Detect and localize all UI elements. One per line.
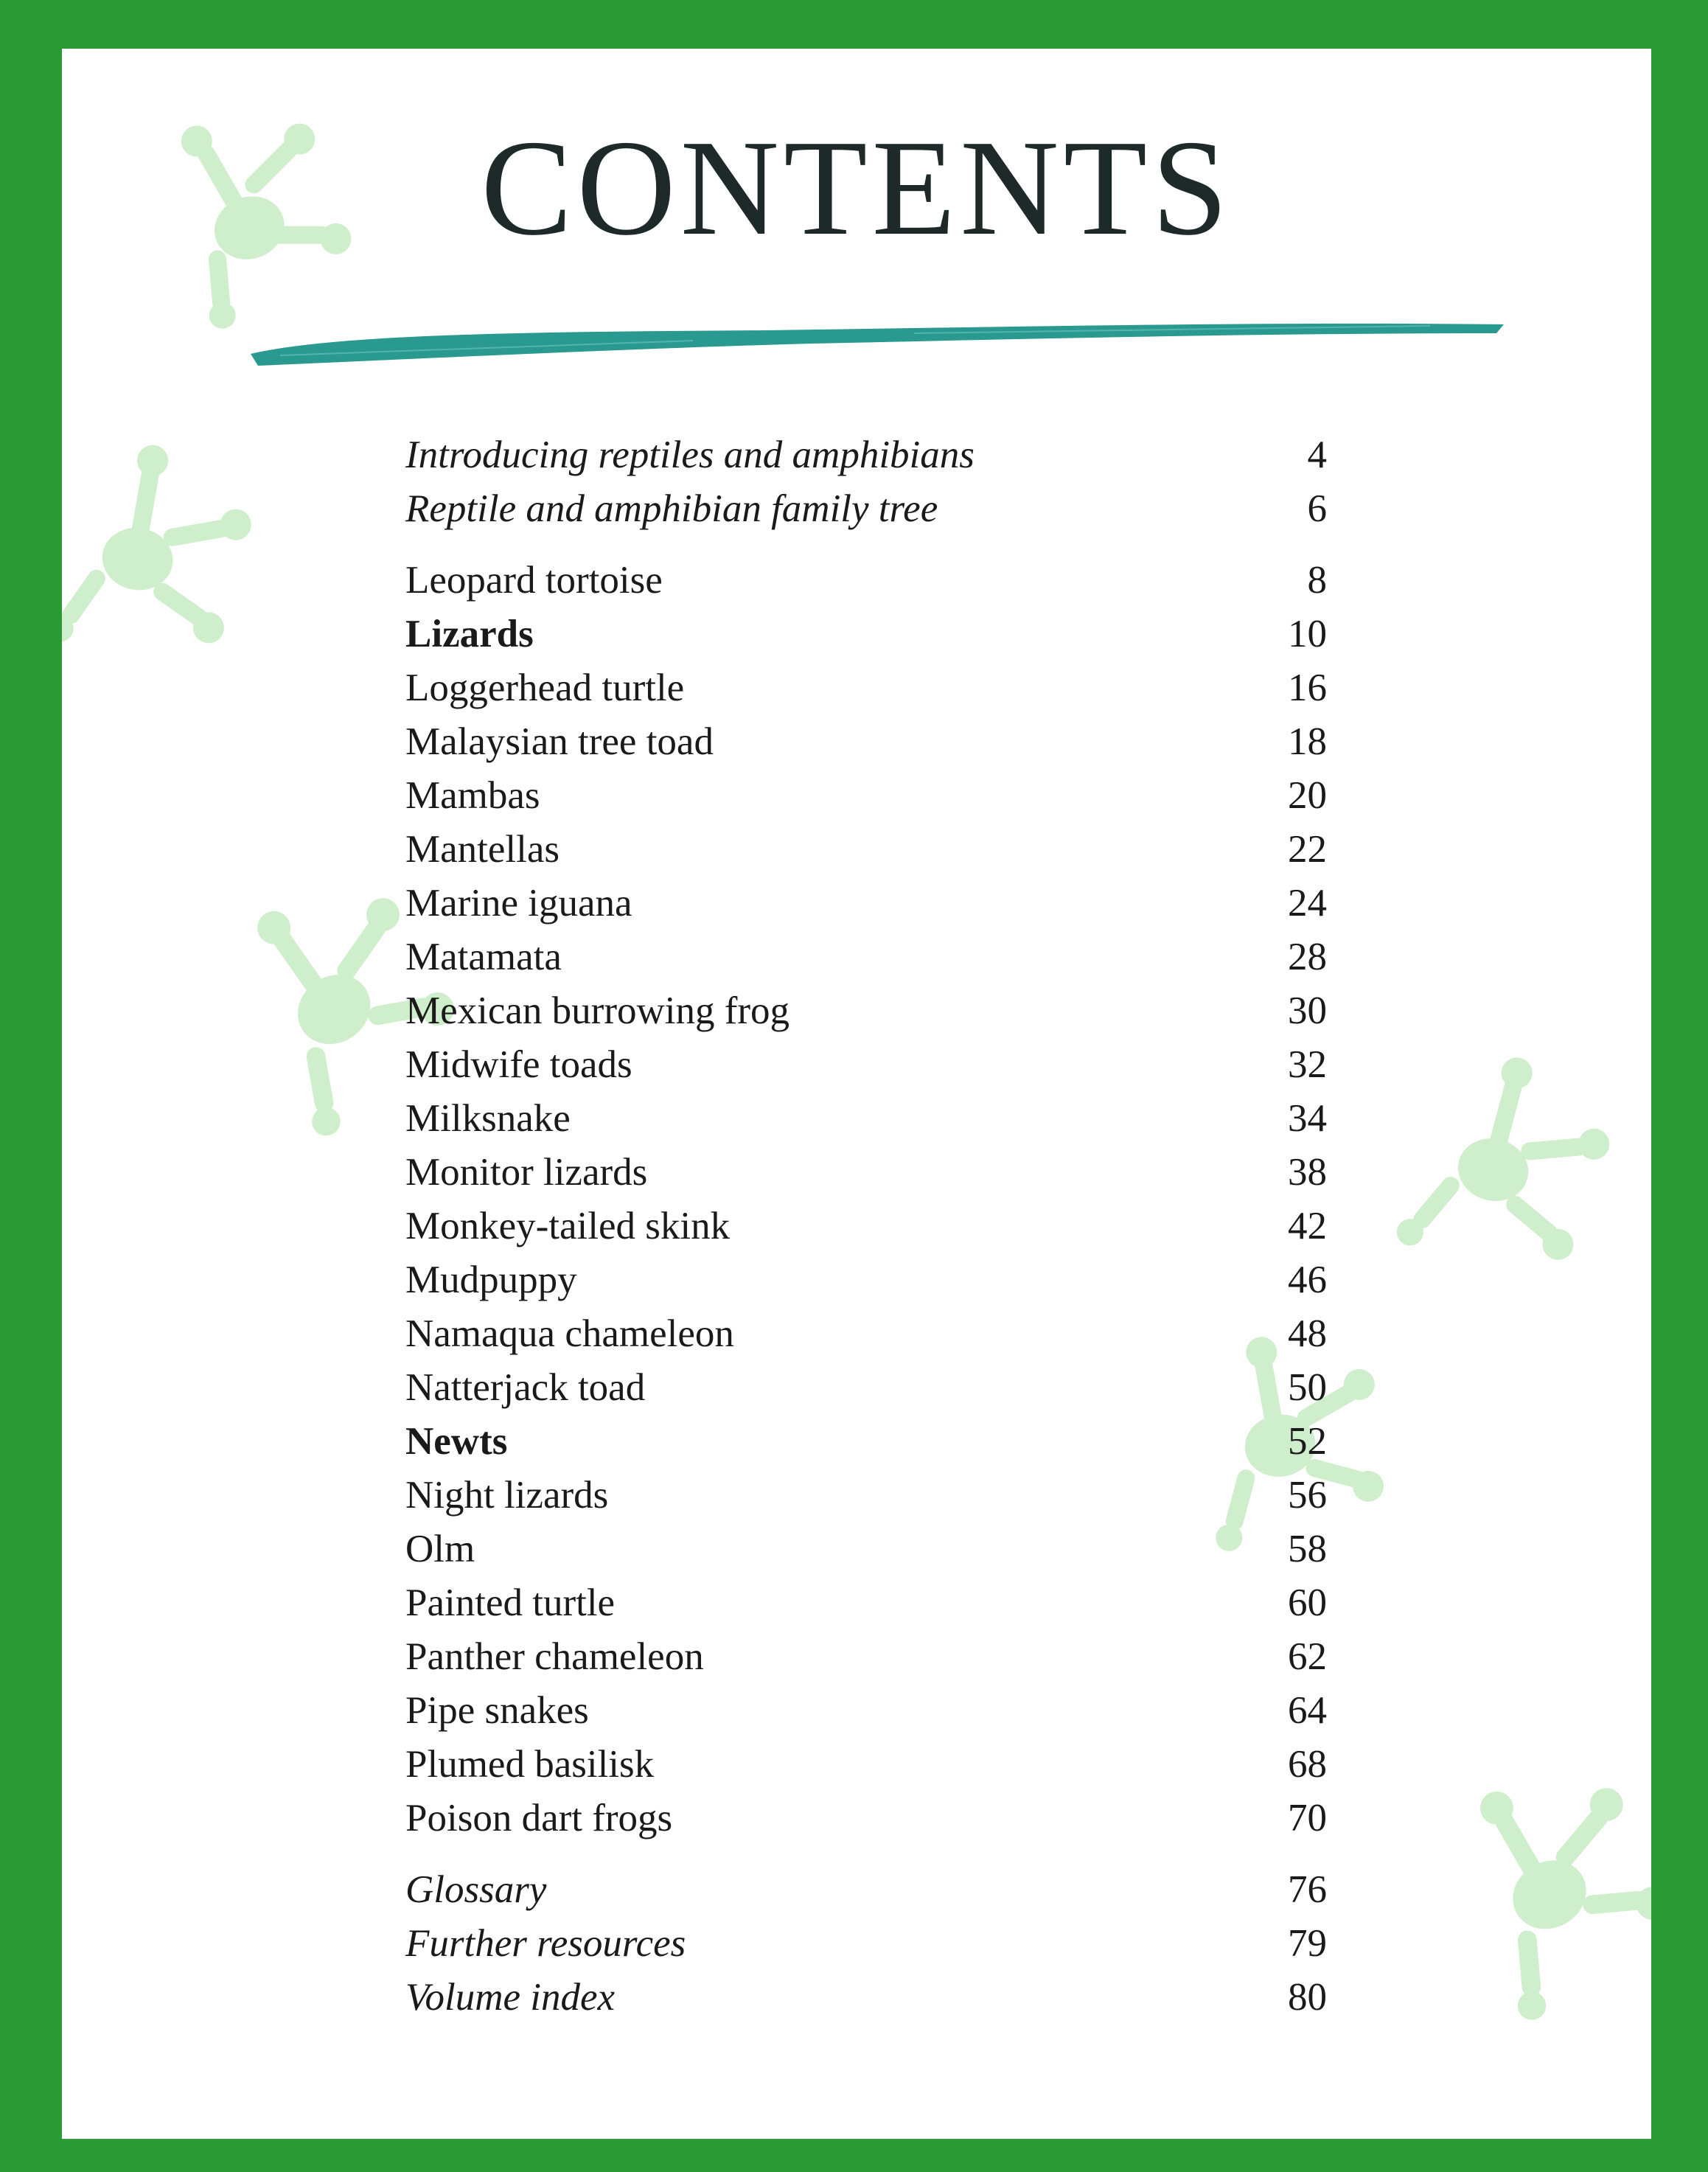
- toc-entry-title: Milksnake: [405, 1097, 571, 1140]
- toc-entry-title: Mexican burrowing frog: [405, 989, 790, 1032]
- page-title: CONTENTS: [481, 112, 1233, 264]
- toc-entry-title: Introducing reptiles and amphibians: [405, 434, 975, 476]
- toc-entry-title: Malaysian tree toad: [405, 720, 714, 763]
- toc-entry: [405, 1738, 1327, 1792]
- toc-entry: [405, 823, 1327, 877]
- toc-entry-title: Glossary: [405, 1868, 547, 1911]
- toc-entry-title: Olm: [405, 1528, 475, 1570]
- toc-entry-page-number: 64: [1288, 1689, 1327, 1732]
- toc-entry-page-number: 10: [1288, 613, 1327, 655]
- toc-entry-page-number: 16: [1288, 666, 1327, 709]
- toc-entry: [405, 1792, 1327, 1845]
- toc-entry: [405, 877, 1327, 930]
- toc-entry-page-number: 24: [1288, 882, 1327, 925]
- contents-page: [62, 49, 1651, 2139]
- toc-entry-page-number: 18: [1288, 720, 1327, 763]
- toc-entry-title: Mantellas: [405, 828, 560, 871]
- toc-entry-title: Painted turtle: [405, 1581, 616, 1624]
- toc-entry-page-number: 48: [1288, 1312, 1327, 1355]
- toc-entry-page-number: 80: [1288, 1976, 1327, 2019]
- toc-entry-page-number: 30: [1288, 989, 1327, 1032]
- toc-entry: [405, 1307, 1327, 1361]
- toc-entry: [405, 1684, 1327, 1738]
- toc-entry-title: Newts: [405, 1420, 508, 1463]
- toc-entry-title: Midwife toads: [405, 1043, 632, 1086]
- toc-entry-page-number: 70: [1288, 1797, 1327, 1839]
- toc-entry: [405, 1200, 1327, 1253]
- toc-entry-title: Matamata: [405, 936, 562, 978]
- toc-entry-title: Plumed basilisk: [405, 1743, 655, 1786]
- toc-entry-page-number: 52: [1288, 1420, 1327, 1463]
- toc-entry-page-number: 42: [1288, 1205, 1327, 1247]
- toc-entry-page-number: 58: [1288, 1528, 1327, 1570]
- toc-entry-title: Natterjack toad: [405, 1366, 646, 1409]
- toc-entry: [405, 984, 1327, 1038]
- toc-entry: [405, 715, 1327, 769]
- frog-footprint-icon: [1382, 1723, 1651, 2045]
- toc-entry-page-number: 56: [1288, 1474, 1327, 1517]
- brush-stroke: [251, 311, 1504, 370]
- toc-entry: [405, 661, 1327, 715]
- toc-entry: [405, 554, 1327, 608]
- toc-entry-page-number: 38: [1288, 1151, 1327, 1194]
- toc-entry-page-number: 60: [1288, 1581, 1327, 1624]
- toc-entry-title: Panther chameleon: [405, 1635, 704, 1678]
- toc-entry: [405, 1415, 1327, 1469]
- toc-entry: [405, 1361, 1327, 1415]
- toc-entry-page-number: 34: [1288, 1097, 1327, 1140]
- toc-entry-page-number: 68: [1288, 1743, 1327, 1786]
- toc-entry: [405, 769, 1327, 823]
- toc-entry-page-number: 76: [1288, 1868, 1327, 1911]
- frog-footprint-icon: [1371, 1026, 1642, 1297]
- toc-front-matter: [405, 428, 1327, 536]
- toc-entry: [405, 930, 1327, 984]
- toc-entry: [405, 1469, 1327, 1522]
- toc-entry: [405, 1092, 1327, 1146]
- toc-entry-page-number: 20: [1288, 774, 1327, 817]
- toc-entry: [405, 1038, 1327, 1092]
- toc-entry-page-number: 4: [1307, 434, 1327, 476]
- toc-entry: [405, 608, 1327, 661]
- toc-entry-page-number: 62: [1288, 1635, 1327, 1678]
- toc-entry-title: Mudpuppy: [405, 1259, 577, 1301]
- toc-entry: [405, 1630, 1327, 1684]
- toc-entry-page-number: 46: [1288, 1259, 1327, 1301]
- toc-entry-page-number: 22: [1288, 828, 1327, 871]
- toc-entry: [405, 1253, 1327, 1307]
- toc-entry-title: Pipe snakes: [405, 1689, 589, 1732]
- toc-entry-page-number: 8: [1307, 559, 1327, 602]
- toc-entry: [405, 1971, 1327, 2025]
- table-of-contents: [405, 428, 1327, 2025]
- toc-entry: [405, 1522, 1327, 1576]
- toc-entry-title: Loggerhead turtle: [405, 666, 685, 709]
- toc-entry-title: Night lizards: [405, 1474, 609, 1517]
- toc-entry-title: Namaqua chameleon: [405, 1312, 734, 1355]
- toc-entry-title: Marine iguana: [405, 882, 632, 925]
- frog-footprint-icon: [62, 422, 279, 678]
- toc-entry: [405, 1917, 1327, 1971]
- toc-entry-title: Volume index: [405, 1976, 616, 2019]
- toc-entries: [405, 554, 1327, 1845]
- toc-entry: [405, 482, 1327, 536]
- toc-back-matter: [405, 1863, 1327, 2025]
- toc-entry-title: Monkey-tailed skink: [405, 1205, 731, 1247]
- toc-entry: [405, 428, 1327, 482]
- toc-entry-title: Leopard tortoise: [405, 559, 663, 602]
- toc-entry-page-number: 50: [1288, 1366, 1327, 1409]
- toc-entry-title: Lizards: [405, 613, 534, 655]
- toc-entry-page-number: 79: [1288, 1922, 1327, 1965]
- toc-entry-title: Poison dart frogs: [405, 1797, 673, 1839]
- toc-entry-page-number: 28: [1288, 936, 1327, 978]
- toc-entry-title: Reptile and amphibian family tree: [405, 487, 938, 530]
- toc-entry: [405, 1863, 1327, 1917]
- toc-entry-page-number: 6: [1307, 487, 1327, 530]
- toc-entry: [405, 1146, 1327, 1200]
- toc-entry-title: Further resources: [405, 1922, 686, 1965]
- toc-entry-title: Mambas: [405, 774, 540, 817]
- toc-entry-page-number: 32: [1288, 1043, 1327, 1086]
- toc-entry: [405, 1576, 1327, 1630]
- toc-entry-title: Monitor lizards: [405, 1151, 648, 1194]
